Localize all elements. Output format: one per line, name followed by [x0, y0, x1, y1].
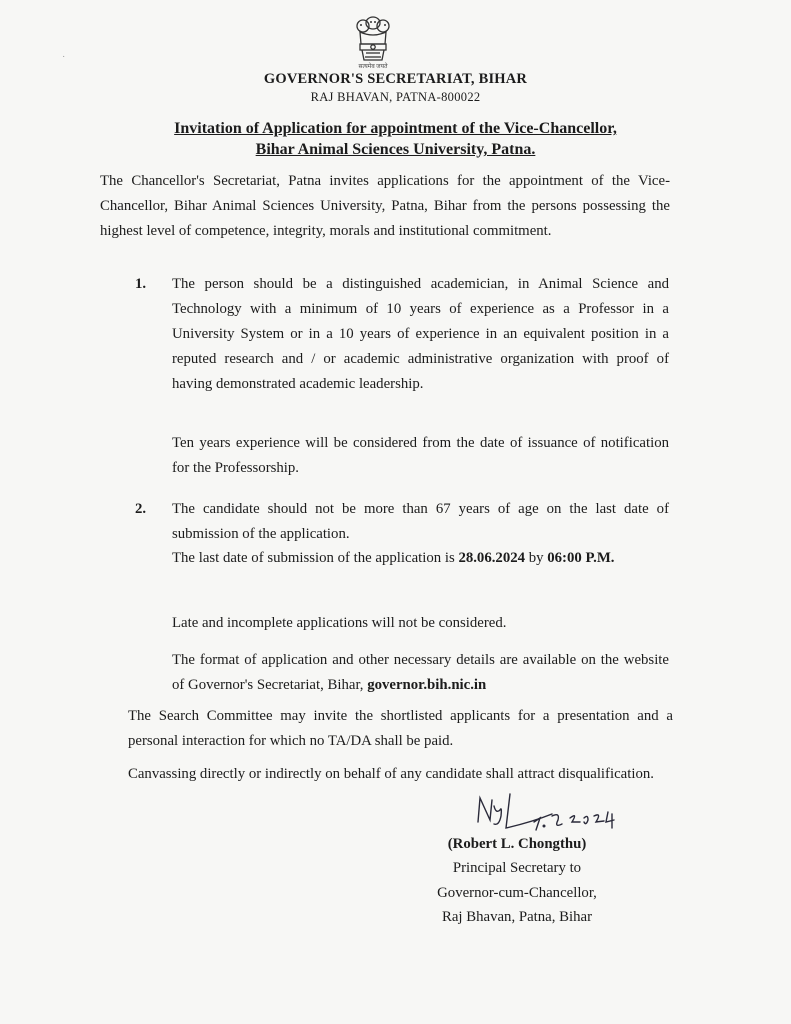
signatory-designation-1: Principal Secretary to [452, 860, 582, 876]
item-2-text: The candidate should not be more than 67 years of age on the last date of submission of the application. [172, 501, 669, 542]
signatory-designation-2: Governor-cum-Chancellor, [437, 885, 597, 901]
deadline-prefix: The last date of submission of the application is [172, 550, 459, 566]
deadline-mid: by [525, 550, 548, 566]
format-prefix: The format of application and other necessary details are available on the website of Governor's Secretariat, Bihar, [172, 652, 669, 693]
signatory-designation-3: Raj Bhavan, Patna, Bihar [442, 909, 592, 925]
item-1-note: Ten years experience will be considered from the date of issuance of notification for the Professorship. [172, 435, 669, 476]
organization-name: GOVERNOR'S SECRETARIAT, BIHAR [263, 71, 528, 87]
deadline-date: 28.06.2024 [458, 550, 526, 566]
item-2-late-notice: Late and incomplete applications will not be considered. [172, 615, 507, 631]
item-1-number: 1. [135, 276, 147, 292]
notice-title [0, 118, 791, 160]
item-1-text: The person should be a distinguished academician, in Animal Science and Technology with a minimum of 10 years of experience as a Professor in a University System or in a 10 years of experience in an equivalent position in a reputed research and / or academic administrative organization with proof of having demonstrated academic leadership. [172, 276, 669, 392]
item-2-number: 2. [135, 501, 147, 517]
signatory-name: (Robert L. Chongthu) [447, 836, 587, 852]
item-2-format [172, 648, 669, 698]
item-2-deadline [172, 546, 669, 571]
handwritten-signature [472, 792, 622, 838]
deadline-time: 06:00 P.M. [547, 550, 615, 566]
website-link: governor.bih.nic.in [367, 677, 487, 693]
emblem-motto: सत्यमेव जयते [358, 64, 388, 70]
title-line-1: Invitation of Application for appointment of the Vice-Chancellor, [174, 120, 617, 137]
page-smudge: ˙ [62, 55, 66, 66]
intro-paragraph: The Chancellor's Secretariat, Patna invites applications for the appointment of the Vice-Chancellor, Bihar Animal Sciences University, Patna, Bihar from the persons possessing the highest level of competence, integrity, morals and institutional commitment. [100, 173, 670, 239]
state-emblem-icon [352, 14, 394, 66]
search-committee-paragraph: The Search Committee may invite the shortlisted applicants for a presentation and a personal interaction for which no TA/DA shall be paid. [128, 708, 673, 749]
title-line-2: Bihar Animal Sciences University, Patna. [255, 141, 536, 158]
organization-address: RAJ BHAVAN, PATNA-800022 [310, 90, 481, 104]
canvassing-paragraph: Canvassing directly or indirectly on behalf of any candidate shall attract disqualification. [128, 766, 654, 782]
